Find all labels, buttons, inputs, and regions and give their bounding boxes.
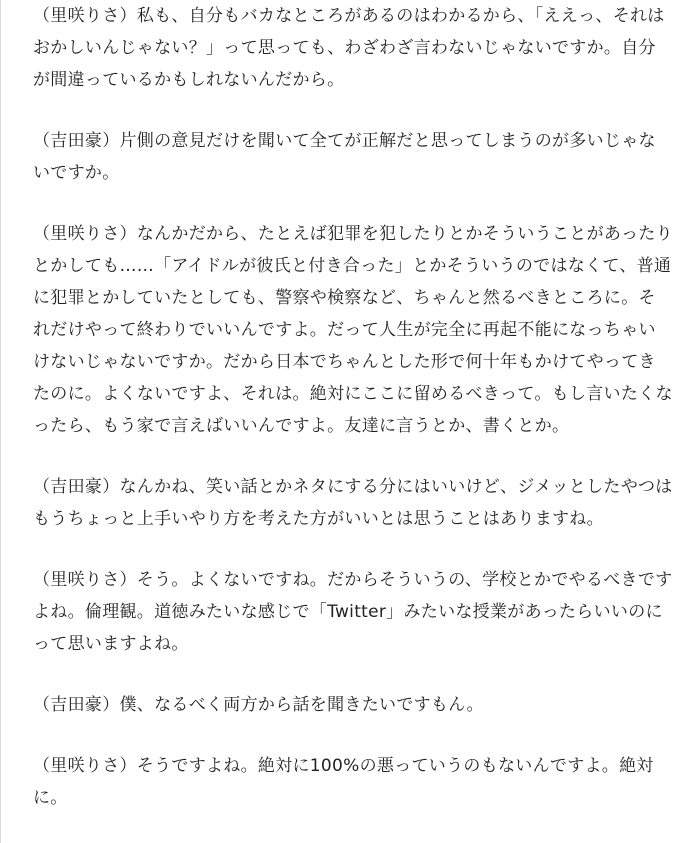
paragraph-3: （里咲りさ）なんかだから、たとえば犯罪を犯したりとかそういうことがあったりとかしても……「アイドルが彼氏と付き合った」とかそういうのではなくて、普通に犯罪とかしていたとしても、警察や検察など、ちゃんと然るべきところに。それだけやって終わりでいいんですよ。だって人生が完全に再起不能になっちゃいけないじゃないですか。だから日本でちゃんとした形で何十年もかけてやってきたのに。よくないですよ、それは。絶対にここに留めるべきって。もし言いたくなったら、もう家で言えばいいんですよ。友達に言うとか、書くとか。 bbox=[33, 224, 673, 436]
paragraph-7: （里咲りさ）そうですよね。絶対に100%の悪っていうのもないんですよ。絶対に。 bbox=[33, 756, 654, 808]
paragraph-5: （里咲りさ）そう。よくないですね。だからそういうの、学校とかでやるべきですよね。倫理観。道徳みたいな感じで「Twitter」みたいな授業があったらいいのにって思いますよね。 bbox=[33, 570, 673, 654]
paragraph-6: （吉田豪）僕、なるべく両方から話を聞きたいですもん。 bbox=[33, 695, 484, 715]
paragraph-4: （吉田豪）なんかね、笑い話とかネタにする分にはいいけど、ジメッとしたやつはもうちょっと上手いやり方を考えた方がいいとは思うことはありますね。 bbox=[33, 477, 673, 529]
paragraph-2: （吉田豪）片側の意見だけを聞いて全てが正解だと思ってしまうのが多いじゃないですか。 bbox=[33, 131, 656, 183]
article-body bbox=[33, 0, 673, 843]
paragraph-1: （里咲りさ）私も、自分もバカなところがあるのはわかるから、「ええっ、それはおかしいんじゃない？」って思っても、わざわざ言わないじゃないですか。自分が間違っているかもしれないんだから。 bbox=[33, 6, 665, 90]
